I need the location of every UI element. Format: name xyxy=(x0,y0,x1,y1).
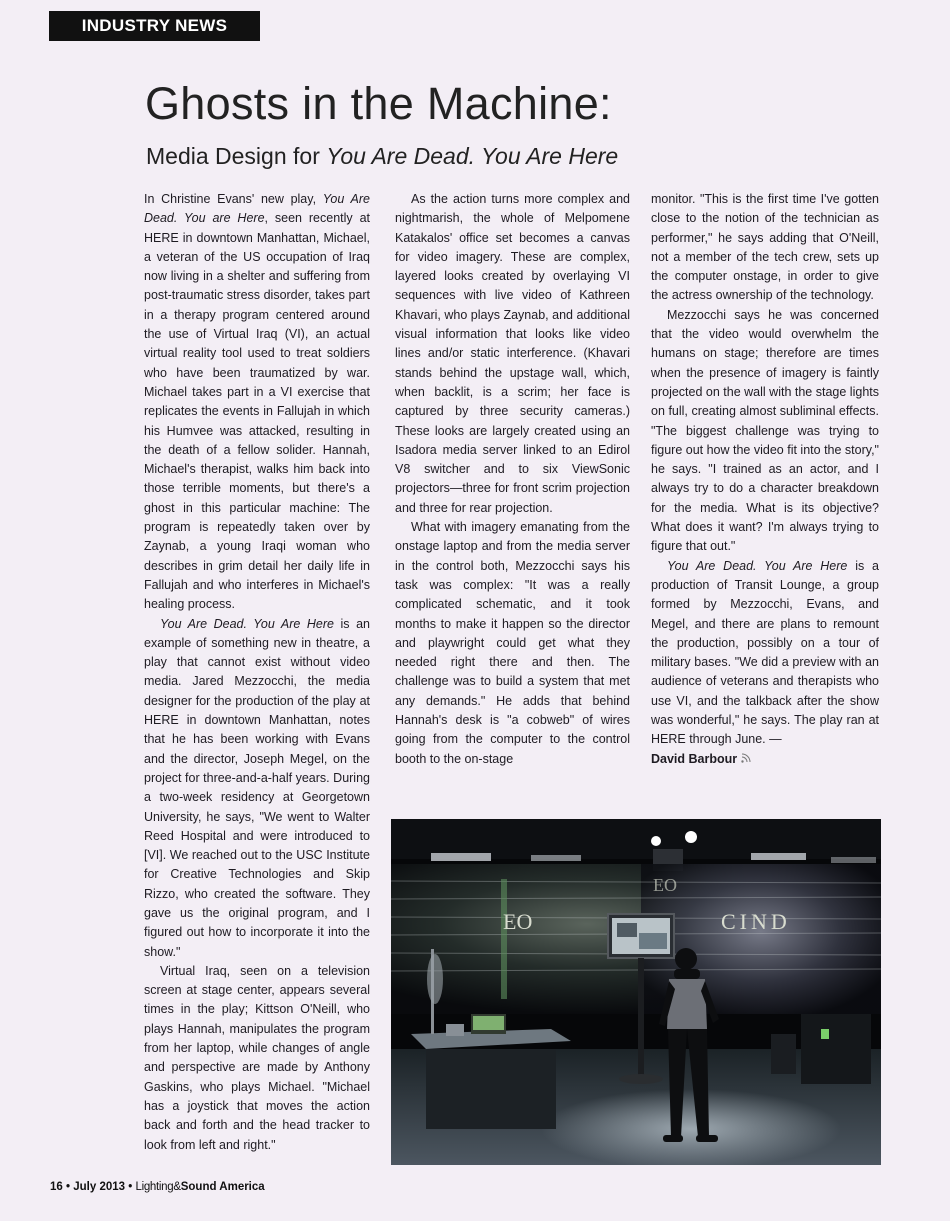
page-number: 16 xyxy=(50,1181,63,1193)
stage-photo-illustration xyxy=(391,819,881,1165)
footer-separator: • xyxy=(128,1181,133,1193)
page-footer xyxy=(50,1181,265,1193)
paragraph: Virtual Iraq, seen on a television screen at stage center, appears several times in the play; Kittson O'Neill, who plays Hannah, manipulates the program from her laptop, while changes of angle and perspective are made by Anthony Gaskins, who plays Michael. "Michael has a joystick that moves the action back and forth and the head tracker to look from left and right." xyxy=(144,963,370,1152)
article-subtitle xyxy=(146,143,618,170)
paragraph: As the action turns more complex and nightmarish, the whole of Melpomene Katakalos' office set becomes a canvas for video imagery. These are complex, layered looks created by overlaying VI sequences with live video of Kathreen Khavari, who plays Zaynab, and additional visual information that looks like video lines and/or static interference. (Khavari stands behind the upstage wall, which, when backlit, is a scrim; her face is captured by three security cameras.) These looks are largely created using an Isadora media server linked to an Edirol V8 switcher and to six ViewSonic projectors—three for front scrim projection and three for rear projection. xyxy=(395,192,630,515)
paragraph: monitor. "This is the first time I've gotten close to the notion of the technician as performer," he says adding that O'Neill, not a member of the tech crew, sets up the computer onstage, in order to give the actress ownership of the technology. xyxy=(651,192,879,303)
article-title: Ghosts in the Machine: xyxy=(145,78,612,129)
article-column-3 xyxy=(651,190,879,769)
wall-projection-text-right: CIND xyxy=(721,909,791,934)
magazine-name: Lighting&Sound America xyxy=(135,1181,265,1193)
paragraph: You Are Dead. You Are Here is a production of Transit Lounge, a group formed by Mezzocchi, Evans, and Megel, and there are plans to remount the production, possibly on a tour of military bases. "We did a preview with an audience of veterans and therapists who use VI, and the talkback after the show was wonderful," he says. The play ran at HERE through June. — David Barbour xyxy=(651,558,879,766)
footer-separator: • xyxy=(66,1181,71,1193)
issue-date: July 2013 xyxy=(73,1181,126,1193)
article-column-1 xyxy=(144,190,370,1155)
paragraph: Mezzocchi says he was concerned that the video would overwhelm the humans on stage; therefore are times when the presence of imagery is faintly projected on the wall with the stage lights on full, creating almost subliminal effects. "The biggest challenge was trying to figure out how the video fit into the story," he says. "I trained as an actor, and I always try to do a character breakdown for the media. What is its objective? What does it want? I'm always trying to figure that out." xyxy=(651,307,879,554)
article-column-2 xyxy=(395,190,630,769)
end-mark-icon xyxy=(740,752,752,764)
section-label: INDUSTRY NEWS xyxy=(49,11,260,41)
author-byline: David Barbour xyxy=(651,751,738,766)
wall-projection-text-left: EO xyxy=(503,909,533,934)
subtitle-prefix: Media Design for xyxy=(146,143,327,169)
paragraph: In Christine Evans' new play, You Are Dead. You are Here, seen recently at HERE in downtown Manhattan, Michael, a veteran of the US occupation of Iraq now living in a shelter and suffering from post-traumatic stress disorder, takes part in a therapy program centered around the use of Virtual Iraq (VI), an actual virtual reality tool used to treat soldiers who have been traumatized by war. Michael takes part in a VI exercise that replicates the events in Fallujah in which his Humvee was attacked, resulting in the death of a fellow solider. Hannah, Michael's therapist, walks him back into those terrible moments, but there's a ghost in this particular machine: The program is repeatedly taken over by Zaynab, a young Iraqi woman who describes in grim detail her daily life in Fallujah and who interferes in Michael's healing process. xyxy=(144,192,370,612)
paragraph: What with imagery emanating from the onstage laptop and from the media server in the control both, Mezzocchi says his task was complex: "It was a really complicated schematic, and it took months to make it happen so the director and playwright could get what they needed right there and then. The challenge was to build a system that met any demands." He adds that behind Hannah's desk is "a cobweb" of wires going from the computer to the control booth to the on-stage xyxy=(395,520,630,766)
wall-projection-text-top: EO xyxy=(653,875,677,895)
subtitle-play-title: You Are Dead. You Are Here xyxy=(326,143,619,169)
production-photo xyxy=(391,819,881,1165)
paragraph: You Are Dead. You Are Here is an example of something new in theatre, a play that cannot exist without video media. Jared Mezzocchi, the media designer for the production of the play at HERE in downtown Manhattan, notes that he has been working with Evans and the director, Joseph Megel, on the project for three-and-a-half years. During a two-week residency at Georgetown University, he says, "We went to Walter Reed Hospital and were introduced to [VI]. We reached out to the USC Institute for Creative Technologies and Skip Rizzo, who created the software. They gave us the original program, and I figured out how to incorporate it into the show." xyxy=(144,616,370,959)
